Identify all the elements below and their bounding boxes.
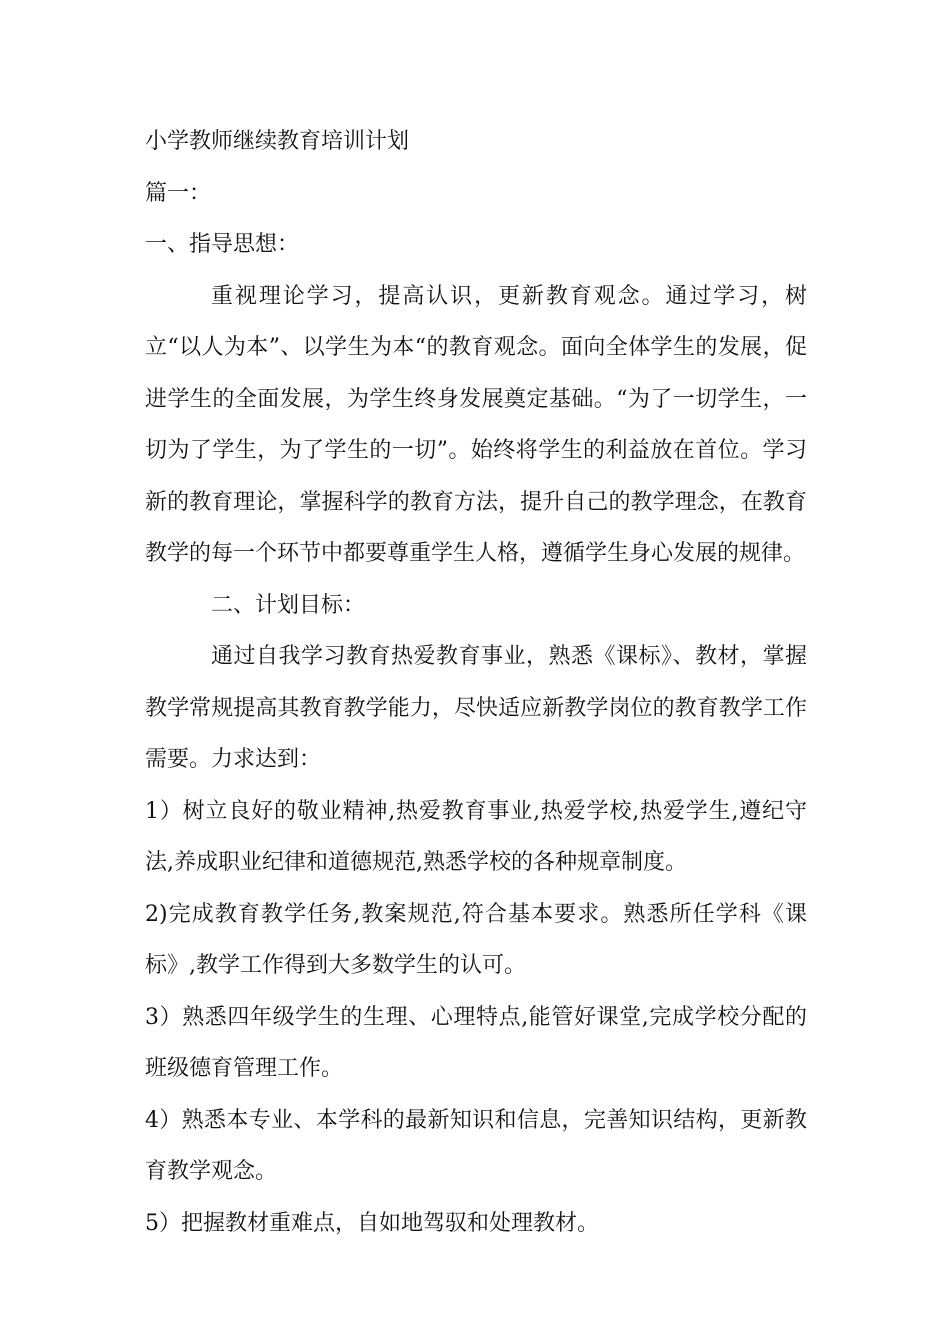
section-body-plan-goals: 通过自我学习教育热爱教育事业，熟悉《课标》、教材，掌握教学常规提高其教育教学能力，尽快适应新教学岗位的教育教学工作需要。力求达到：	[145, 644, 807, 772]
part-label: 篇一：	[145, 180, 212, 206]
section-body-guiding-ideology: 重视理论学习，提高认识，更新教育观念。通过学习，树立“以人为本”、以学生为本“的教育观念。面向全体学生的发展，促进学生的全面发展，为学生终身发展奠定基础。“为了一切学生，一切为了学生，为了学生的一切”。始终将学生的利益放在首位。学习新的教育理论，掌握科学的教育方法，提升自己的教学理念，在教育教学的每一个环节中都要尊重学生人格，遵循学生身心发展的规律。	[145, 283, 807, 566]
list-item: 5）把握教材重难点，自如地驾驭和处理教材。	[145, 1210, 599, 1236]
document-body	[145, 116, 807, 1249]
list-item: 3）熟悉四年级学生的生理、心理特点,能管好课堂,完成学校分配的班级德育管理工作。	[145, 1004, 807, 1081]
document-title: 小学教师继续教育培训计划	[145, 129, 410, 154]
section-heading-plan-goals: 二、计划目标：	[211, 592, 366, 618]
list-item: 2)完成教育教学任务,教案规范,符合基本要求。熟悉所任学科《课标》,教学工作得到大多数学生的认可。	[145, 901, 807, 978]
section-heading-guiding-ideology: 一、指导思想：	[145, 232, 300, 257]
list-item: 4）熟悉本专业、本学科的最新知识和信息，完善知识结构，更新教育教学观念。	[145, 1107, 807, 1184]
list-item: 1）树立良好的敬业精神,热爱教育事业,热爱学校,热爱学生,遵纪守法,养成职业纪律和道德规范,熟悉学校的各种规章制度。	[145, 798, 807, 875]
